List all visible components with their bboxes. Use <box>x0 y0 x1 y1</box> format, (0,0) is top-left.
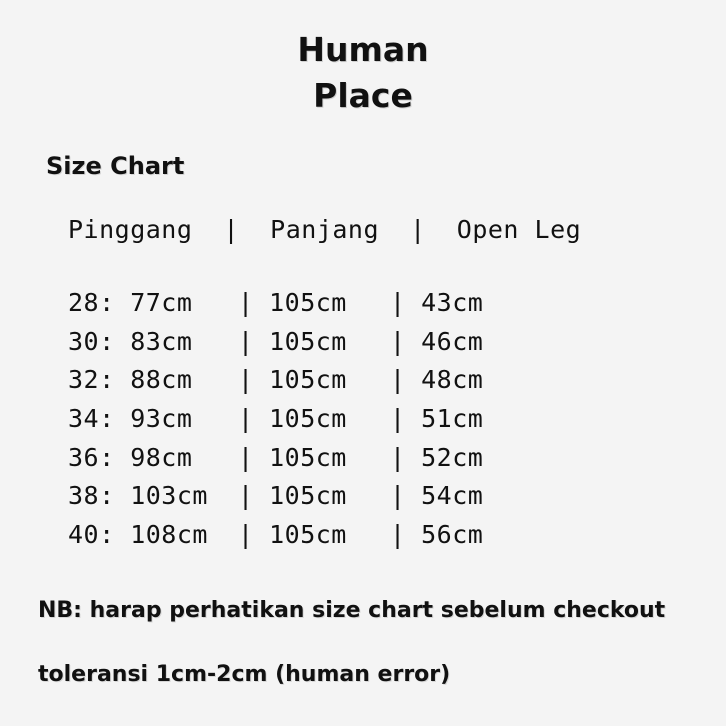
length-cell: | 105cm <box>238 326 347 356</box>
table-row <box>68 361 508 400</box>
length-cell: | 105cm <box>238 288 347 317</box>
table-row <box>68 284 508 323</box>
waist-cell: 34: 93cm <box>68 404 193 434</box>
waist-cell: 38: 103cm <box>68 481 208 511</box>
waist-cell: 40: 108cm <box>68 520 208 550</box>
open-leg-cell: | 48cm <box>390 365 484 395</box>
waist-cell: 36: 98cm <box>68 442 193 472</box>
table-row <box>68 439 508 478</box>
open-leg-cell: | 46cm <box>390 326 484 356</box>
open-leg-cell: | 56cm <box>390 520 484 550</box>
open-leg-cell: | 52cm <box>390 442 484 472</box>
open-leg-cell: | 43cm <box>390 288 484 317</box>
waist-cell: 28: 77cm <box>68 288 193 317</box>
section-title: Size Chart <box>46 152 185 180</box>
table-row <box>68 323 508 362</box>
table-row <box>68 477 508 516</box>
brand-name-line-1: Human <box>297 30 429 69</box>
length-cell: | 105cm <box>238 520 347 550</box>
open-leg-cell: | 54cm <box>390 481 484 511</box>
waist-cell: 30: 83cm <box>68 326 193 356</box>
size-table <box>68 284 508 555</box>
table-row <box>68 516 508 555</box>
checkout-note: NB: harap perhatikan size chart sebelum checkout <box>38 598 666 623</box>
length-cell: | 105cm <box>238 404 347 434</box>
length-cell: | 105cm <box>238 365 347 395</box>
length-cell: | 105cm <box>238 481 347 511</box>
table-header: Pinggang | Panjang | Open Leg <box>68 215 582 244</box>
tolerance-note: toleransi 1cm-2cm (human error) <box>38 662 451 687</box>
brand-name-line-2: Place <box>313 76 413 115</box>
table-row <box>68 400 508 439</box>
waist-cell: 32: 88cm <box>68 365 193 395</box>
open-leg-cell: | 51cm <box>390 404 484 434</box>
length-cell: | 105cm <box>238 442 347 472</box>
